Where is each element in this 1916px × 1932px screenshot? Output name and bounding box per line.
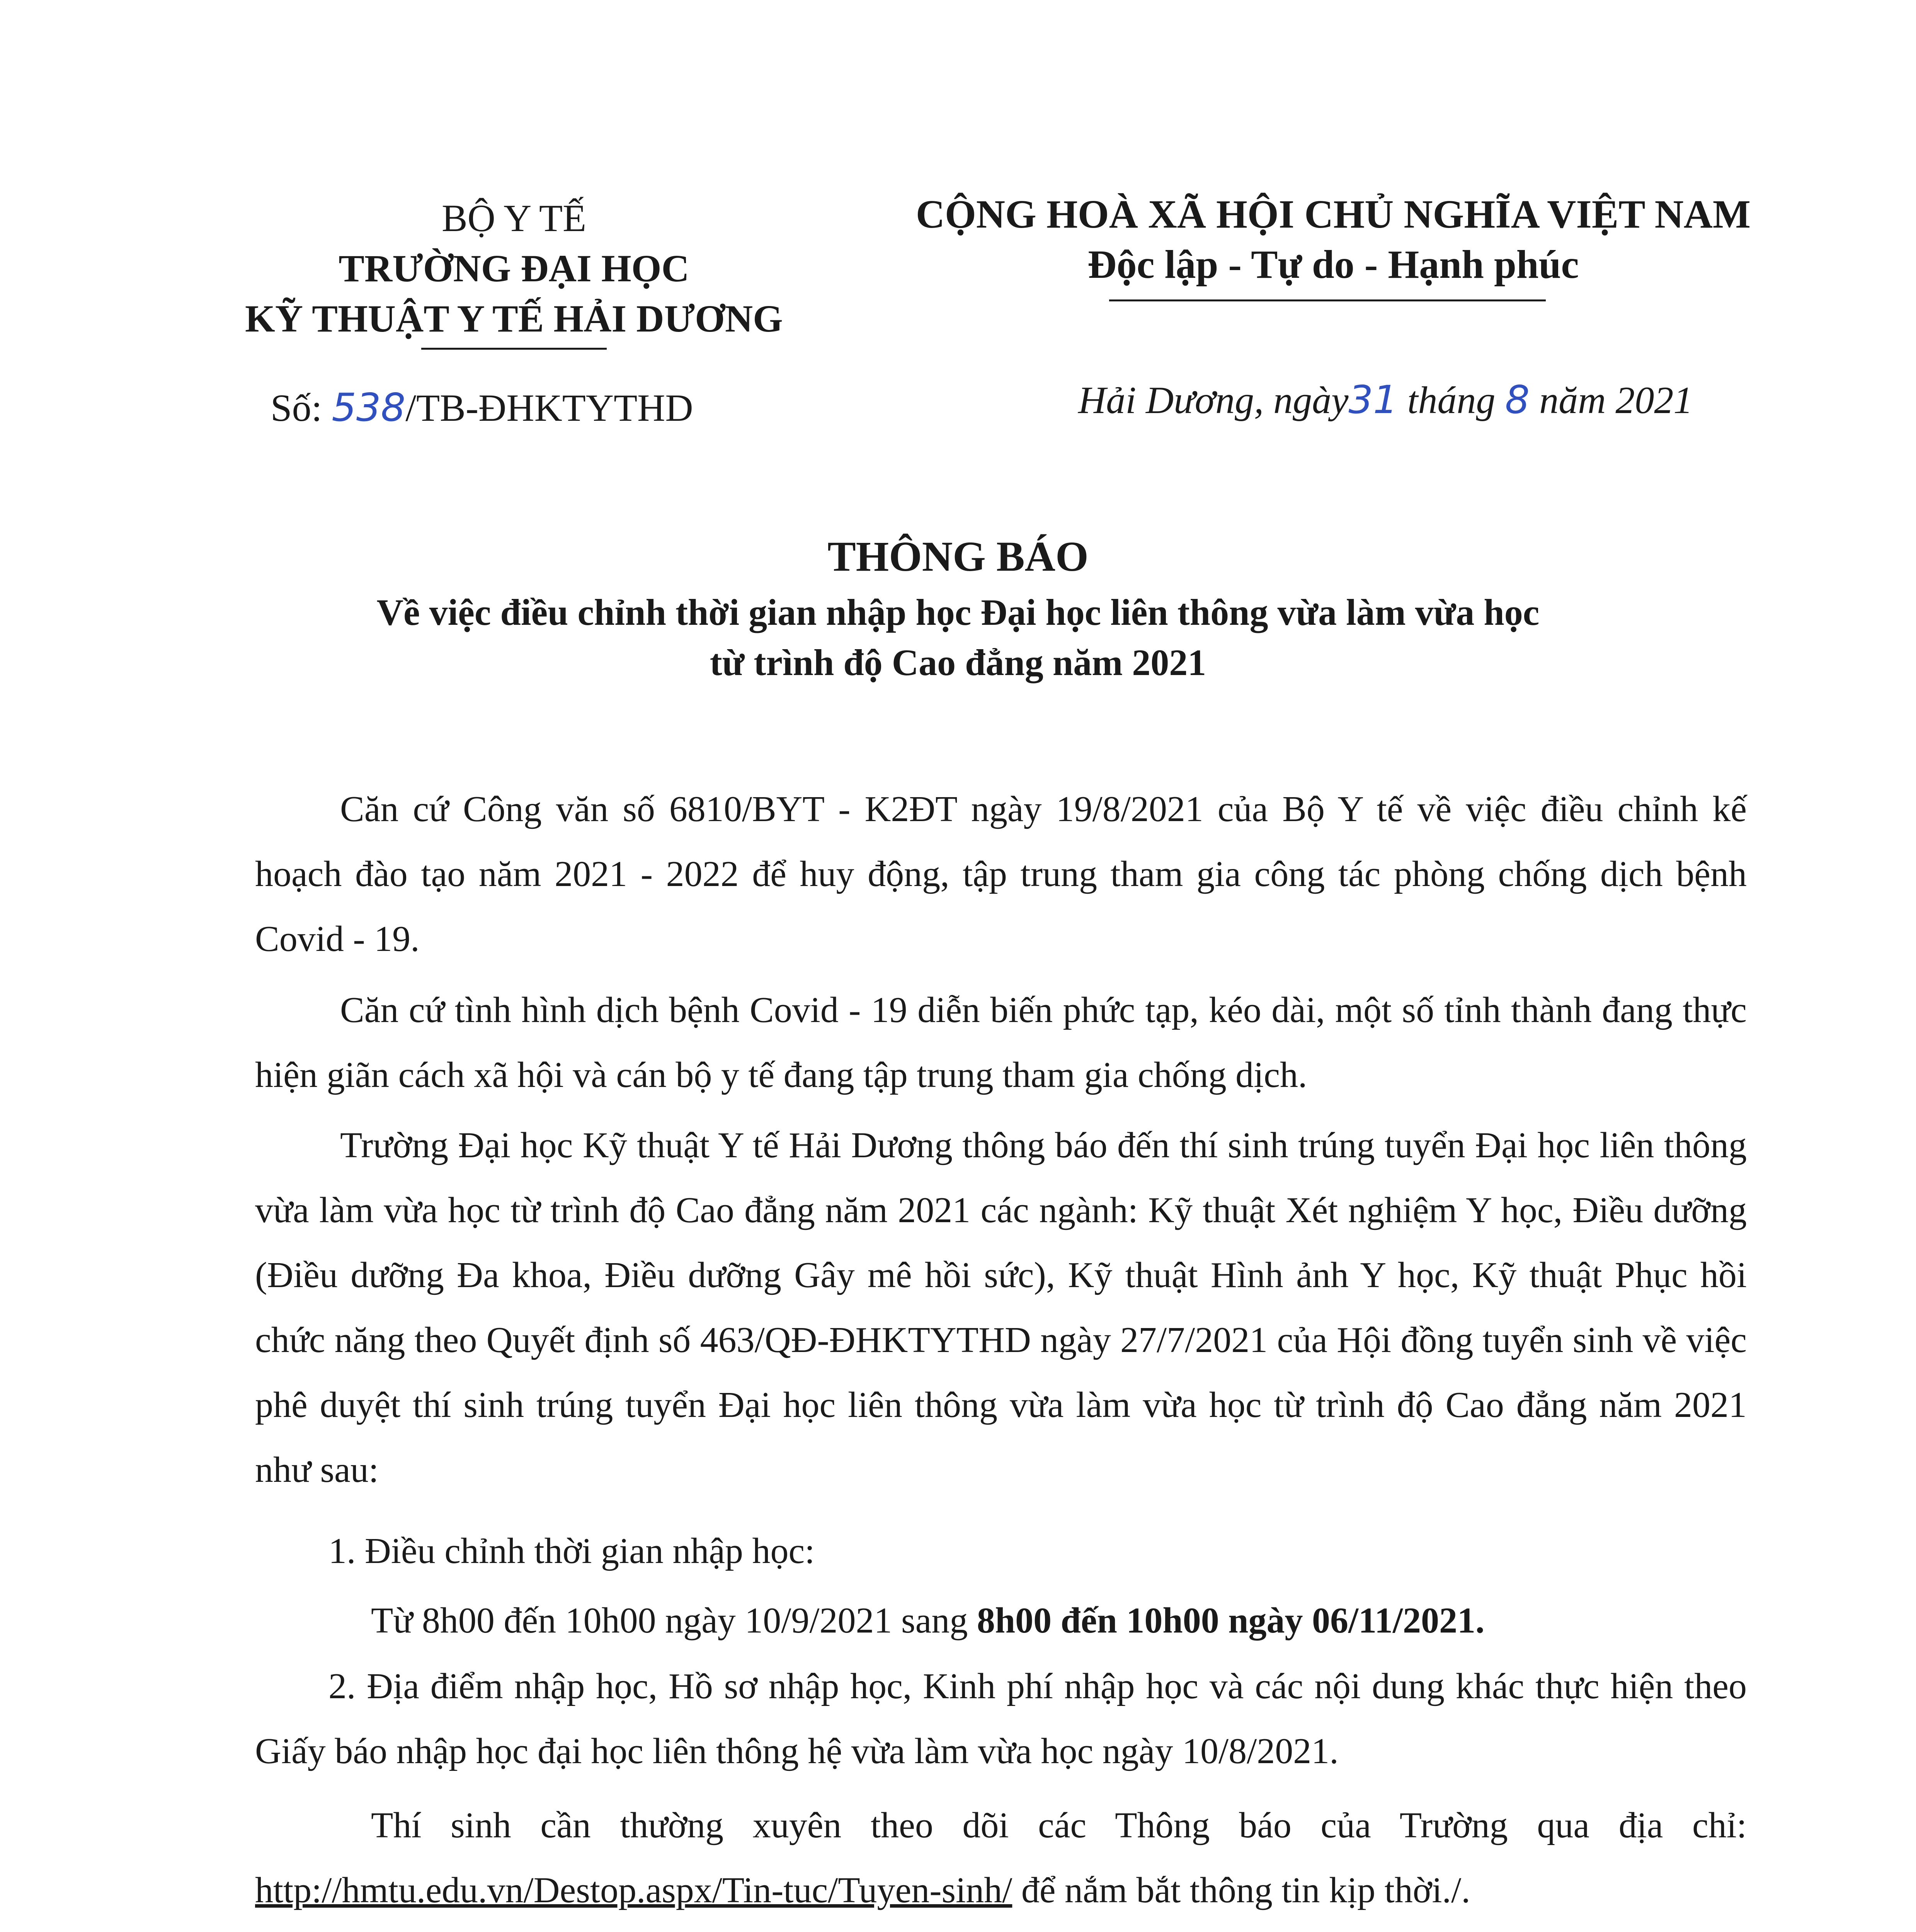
paragraph-2: Căn cứ tình hình dịch bệnh Covid - 19 diễn biến phức tạp, kéo dài, một số tỉnh thành đang thực hiện giãn cách xã hội và cán bộ y tế đang tập trung tham gia chống dịch. bbox=[255, 990, 1747, 1095]
paragraph-1: Căn cứ Công văn số 6810/BYT - K2ĐT ngày 19/8/2021 của Bộ Y tế về việc điều chỉnh kế hoạch đào tạo năm 2021 - 2022 để huy động, tập trung tham gia công tác phòng chống dịch bệnh Covid - 19. bbox=[255, 789, 1747, 959]
item-1-title: 1. Điều chỉnh thời gian nhập học: bbox=[328, 1531, 815, 1571]
subject-line2: từ trình độ Cao đẳng năm 2021 bbox=[710, 642, 1206, 683]
document-title: THÔNG BÁO bbox=[827, 533, 1089, 580]
school-name-line1: TRƯỜNG ĐẠI HỌC bbox=[339, 247, 689, 290]
issue-date bbox=[1078, 375, 1812, 425]
item-1-detail bbox=[371, 1588, 1762, 1653]
item-1-detail-normal: Từ 8h00 đến 10h00 ngày 10/9/2021 sang bbox=[371, 1600, 977, 1641]
date-day: 31 bbox=[1348, 377, 1398, 422]
paragraph-3: Trường Đại học Kỹ thuật Y tế Hải Dương thông báo đến thí sinh trúng tuyển Đại học liên thông vừa làm vừa học từ trình độ Cao đẳng năm 2021 các ngành: Kỹ thuật Xét nghiệm Y học, Điều dưỡng (Điều dưỡng Đa khoa, Điều dưỡng Gây mê hồi sức), Kỹ thuật Hình ảnh Y học, Kỹ thuật Phục hồi chức năng theo Quyết định số 463/QĐ-ĐHKTYTHD ngày 27/7/2021 của Hội đồng tuyển sinh về việc phê duyệt thí sinh trúng tuyển Đại học liên thông vừa làm vừa học từ trình độ Cao đẳng năm 2021 như sau: bbox=[255, 1125, 1747, 1490]
subject-line1: Về việc điều chỉnh thời gian nhập học Đại học liên thông vừa làm vừa học bbox=[376, 592, 1540, 633]
nation-block bbox=[842, 189, 1824, 290]
notice-link[interactable]: http://hmtu.edu.vn/Destop.aspx/Tin-tuc/Tuyen-sinh/ bbox=[255, 1870, 1012, 1910]
document-subject bbox=[155, 587, 1761, 688]
date-prefix: Hải Dương, ngày bbox=[1078, 379, 1349, 422]
number-handwritten: 538 bbox=[332, 385, 406, 430]
number-suffix: /TB-ĐHKTYTHD bbox=[405, 386, 693, 429]
ministry-name: BỘ Y TẾ bbox=[441, 197, 587, 240]
document-number bbox=[271, 383, 889, 433]
date-month: 8 bbox=[1505, 377, 1530, 422]
notice-tail: để nắm bắt thông tin kịp thời./. bbox=[1012, 1870, 1470, 1910]
school-name-line2: KỸ THUẬT Y TẾ HẢI DƯƠNG bbox=[245, 297, 783, 340]
item-1-detail-bold: 8h00 đến 10h00 ngày 06/11/2021. bbox=[977, 1600, 1485, 1641]
nation-motto: Độc lập - Tự do - Hạnh phúc bbox=[1087, 242, 1579, 287]
date-year: năm 2021 bbox=[1530, 379, 1693, 422]
notice-text: Thí sinh cần thường xuyên theo dõi các Thông báo của Trường qua địa chỉ: bbox=[371, 1805, 1747, 1845]
item-2: 2. Địa điểm nhập học, Hồ sơ nhập học, Kinh phí nhập học và các nội dung khác thực hiện theo Giấy báo nhập học đại học liên thông hệ vừa làm vừa học ngày 10/8/2021. bbox=[255, 1666, 1747, 1771]
date-month-label: tháng bbox=[1397, 379, 1505, 422]
issuer-block bbox=[147, 193, 881, 344]
motto-underline bbox=[1109, 299, 1546, 301]
notice-paragraph bbox=[255, 1793, 1747, 1923]
number-prefix: Số: bbox=[271, 386, 332, 429]
issuer-underline bbox=[421, 348, 607, 350]
nation-title: CỘNG HOÀ XÃ HỘI CHỦ NGHĨA VIỆT NAM bbox=[915, 192, 1751, 236]
